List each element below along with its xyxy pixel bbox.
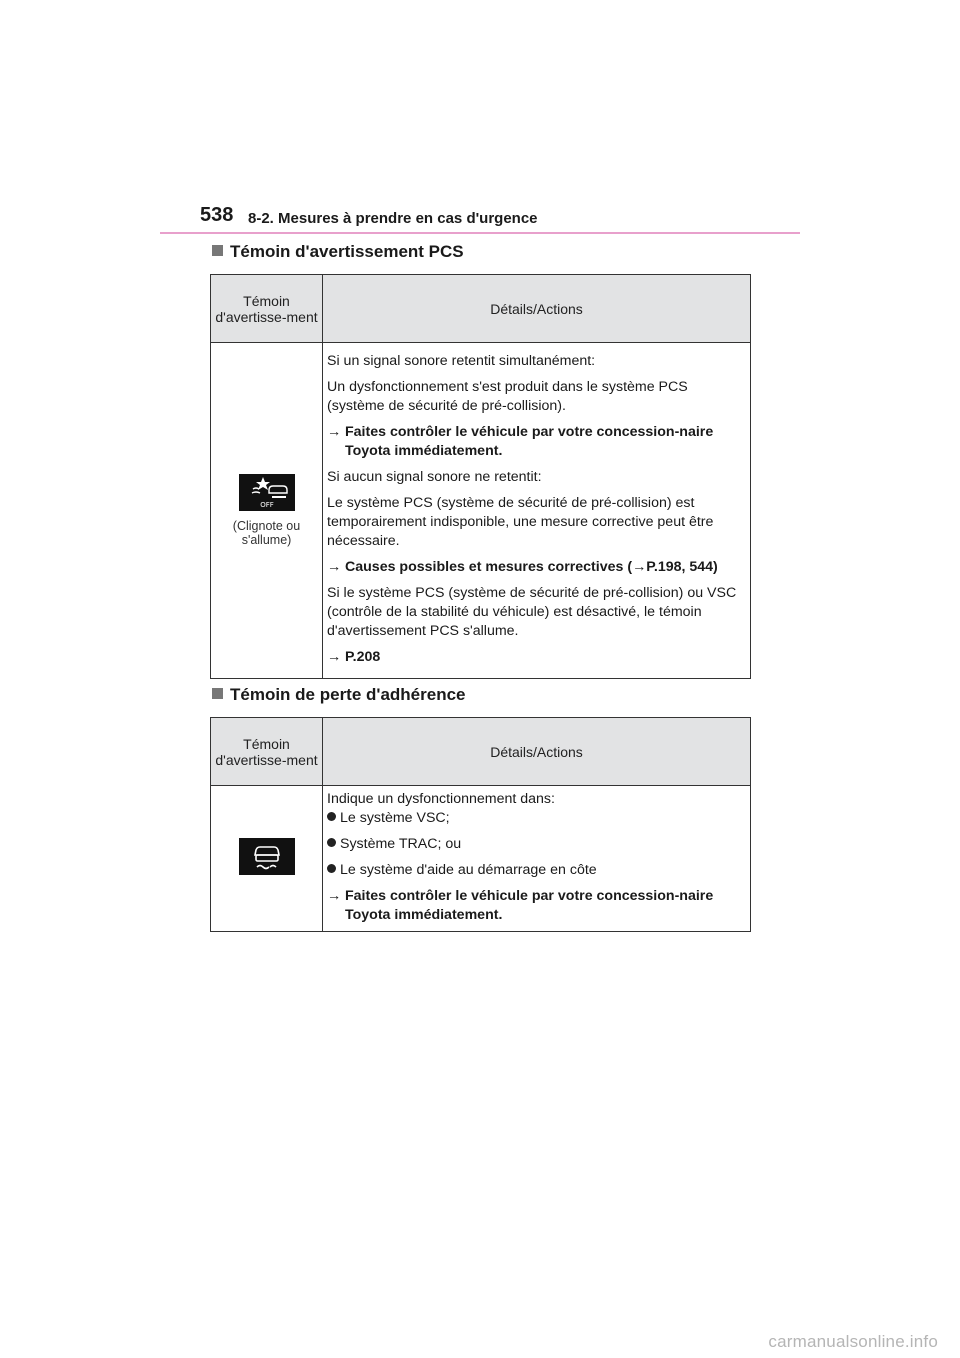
description-text: Un dysfonctionnement s'est produit dans le système PCS (système de sécurité de pré-collision). xyxy=(327,379,688,414)
table-header-indicator: Témoin d'avertisse-ment xyxy=(211,275,323,343)
page-reference-link[interactable]: P.208 xyxy=(345,649,381,665)
slip-indicator-icon xyxy=(239,838,295,875)
action-item xyxy=(327,648,746,667)
arrow-icon: → xyxy=(327,559,342,575)
description-text: Si le système PCS (système de sécurité de pré-collision) ou VSC (contrôle de la stabilité du véhicule) est désactivé, le témoin d'avertissement PCS s'allume. xyxy=(327,585,737,639)
page-number: 538 xyxy=(200,204,234,226)
table-header-details: Détails/Actions xyxy=(323,275,751,343)
bullet-item: Système TRAC; ou xyxy=(327,835,746,854)
description-text: Le système PCS (système de sécurité de pré-collision) est temporairement indisponible, une mesure corrective peut être nécessaire. xyxy=(327,495,714,549)
section-square-icon xyxy=(212,245,223,256)
action-item: → Causes possibles et mesures correctives (→P.198, 544) xyxy=(327,559,718,575)
bullet-icon xyxy=(327,812,336,821)
arrow-icon: → xyxy=(632,559,647,575)
table-header-details: Détails/Actions xyxy=(323,718,751,786)
indicator-cell xyxy=(211,786,323,932)
chapter-title: 8-2. Mesures à prendre en cas d'urgence xyxy=(248,210,538,227)
indicator-cell xyxy=(211,343,323,679)
details-cell xyxy=(323,343,751,679)
header-divider xyxy=(160,232,800,234)
page-reference-link[interactable]: →P.198, 544) xyxy=(632,559,718,575)
watermark: carmanualsonline.info xyxy=(768,1332,938,1351)
pcs-off-warning-icon xyxy=(239,474,295,511)
arrow-icon: → xyxy=(327,424,342,440)
section-title-slip: Témoin de perte d'adhérence xyxy=(212,685,466,705)
bullet-item: Le système VSC; xyxy=(327,809,746,828)
action-item: → Faites contrôler le véhicule par votre concession-naire Toyota immédiatement. xyxy=(327,424,714,459)
condition-text: Si aucun signal sonore ne retentit: xyxy=(327,469,542,485)
condition-text: Indique un dysfonctionnement dans: xyxy=(327,791,555,807)
action-item: → Faites contrôler le véhicule par votre concession-naire Toyota immédiatement. xyxy=(327,888,714,923)
arrow-icon: → xyxy=(327,888,342,904)
arrow-icon: → xyxy=(327,649,342,665)
section-square-icon xyxy=(212,688,223,699)
section-title-pcs: Témoin d'avertissement PCS xyxy=(212,242,464,262)
details-cell xyxy=(323,786,751,932)
table-header-indicator: Témoin d'avertisse-ment xyxy=(211,718,323,786)
bullet-item: Le système d'aide au démarrage en côte xyxy=(327,861,746,880)
bullet-icon xyxy=(327,864,336,873)
bullet-icon xyxy=(327,838,336,847)
pcs-warning-table xyxy=(210,274,751,679)
indicator-caption: (Clignote ou s'allume) xyxy=(232,519,301,547)
condition-text: Si un signal sonore retentit simultanément: xyxy=(327,353,596,369)
svg-text:OFF: OFF xyxy=(259,501,274,509)
slip-indicator-table xyxy=(210,717,751,932)
